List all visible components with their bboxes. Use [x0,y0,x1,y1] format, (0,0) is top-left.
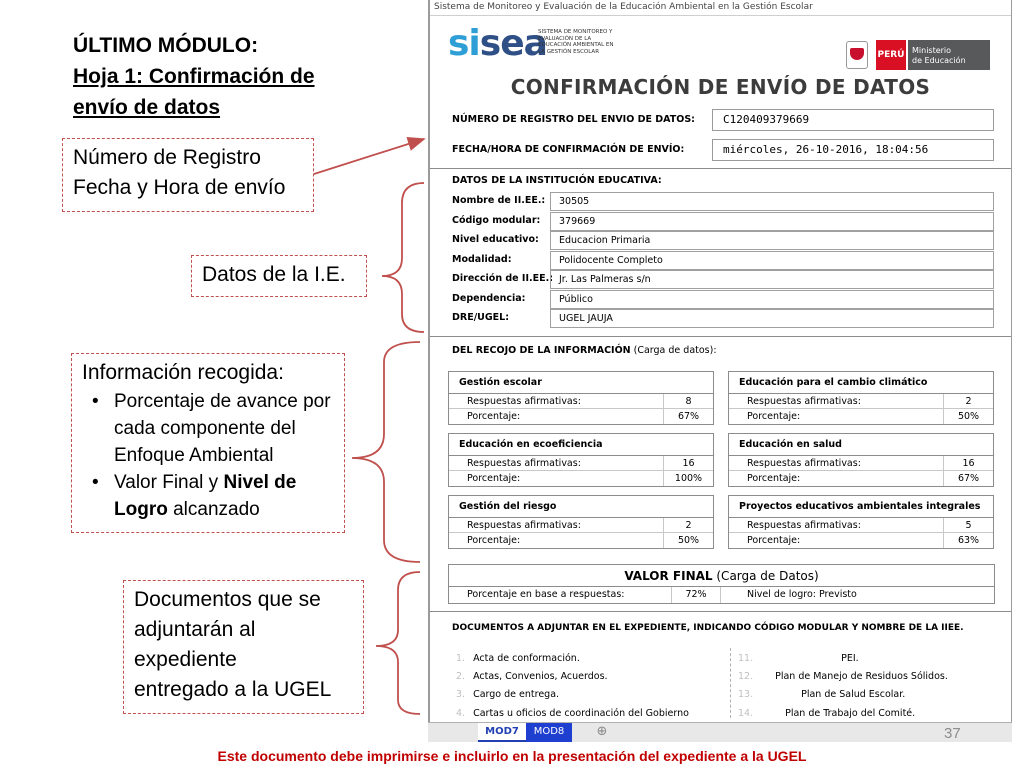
resp-value[interactable]: 8 [663,394,713,409]
component-box [448,495,714,549]
registro-label: NÚMERO DE REGISTRO DEL ENVIO DE DATOS: [452,114,695,125]
callout-info-list [82,388,334,523]
docs-column-divider [730,648,731,718]
ie-value[interactable]: UGEL JAUJA [550,309,994,328]
component-row [449,471,713,486]
valor-final-label: Porcentaje en base a respuestas: [467,589,625,600]
ie-label: DRE/UGEL: [452,312,510,323]
doc-item-right [738,671,988,682]
resp-label: Respuestas afirmativas: [467,458,581,469]
fecha-row [430,136,1011,164]
logo-word-a: si [448,23,480,64]
valor-final-title-norm: (Carga de Datos) [712,569,819,583]
peru-badge: PERÚ [876,40,906,70]
pct-label: Porcentaje: [467,411,521,422]
component-row [729,394,993,409]
valor-final-row [449,587,994,603]
doc-number: 11. [738,653,754,664]
pct-value[interactable]: 67% [943,471,993,486]
ie-row [430,211,1011,231]
doc-item-right [738,653,988,664]
page-number: 37 [944,725,961,742]
pct-value[interactable]: 63% [943,533,993,548]
section-divider [430,611,1012,612]
recojo-title-bold: DEL RECOJO DE LA INFORMACIÓN [452,344,631,356]
component-row [729,518,993,533]
component-name: Gestión escolar [449,372,713,394]
ministerio-line2: de Educación [912,56,966,65]
doc-item-right [738,708,988,719]
callout-info [71,353,345,533]
doc-number: 12. [738,671,754,682]
component-row [449,533,713,548]
ie-table [430,191,1011,328]
valor-final-title-bold: VALOR FINAL [624,569,713,583]
ie-row [430,308,1011,328]
component-row [449,518,713,533]
document-title: CONFIRMACIÓN DE ENVÍO DE DATOS [510,75,931,99]
ie-value[interactable]: Educacion Primaria [550,231,994,250]
callout-doc-line4: entregado a la UGEL [134,678,332,701]
callout-registro [62,138,314,212]
registro-row [430,106,1011,134]
callout-datos-ie [191,255,367,297]
resp-value[interactable]: 5 [943,518,993,533]
sisea-logo [448,24,547,64]
fecha-value[interactable]: miércoles, 26-10-2016, 18:04:56 [712,139,994,161]
ie-label: Código modular: [452,214,541,226]
doc-number: 2. [456,671,466,682]
ie-label: Nombre de II.EE.: [452,195,546,206]
logo-tagline: SISTEMA DE MONITOREO Y EVALUACIÓN DE LA EDUCACIÓN AMBIENTAL EN LA GESTIÓN ESCOLAR [538,29,614,55]
valor-final-title [449,565,994,587]
component-row [729,471,993,486]
ie-value[interactable]: Público [550,290,994,309]
component-box [728,495,994,549]
recojo-title-norm: (Carga de datos): [630,344,717,356]
resp-label: Respuestas afirmativas: [467,396,581,407]
callout-registro-line1: Número de Registro [73,146,261,169]
ministerio-line1: Ministerio [912,46,952,55]
doc-item-left [456,671,608,682]
ministerio-badge [908,40,990,70]
doc-text: Actas, Convenios, Acuerdos. [473,671,608,682]
ie-value[interactable]: 30505 [550,192,994,211]
pct-label: Porcentaje: [747,411,801,422]
valor-final-box [448,564,995,604]
bullet2-pre: Valor Final y [114,472,224,493]
component-box [728,371,994,425]
doc-text: Plan de Trabajo del Comité. [785,708,916,719]
ie-row [430,230,1011,250]
footer-note: Este documento debe imprimirse e incluirlo en la presentación del expediente a la UGEL [217,748,807,764]
doc-number: 13. [738,689,754,700]
doc-number: 14. [738,708,754,719]
component-row [729,533,993,548]
doc-text: Acta de conformación. [473,653,580,664]
doc-text: Cartas u oficios de coordinación del Gobierno [473,708,689,719]
callout-registro-line2: Fecha y Hora de envío [73,176,286,199]
component-box [448,371,714,425]
arrow-registro [314,139,424,174]
subtitle-line1: Hoja 1: Confirmación de [73,65,315,88]
tab-mod8[interactable]: MOD8 [526,723,572,742]
component-name: Educación en salud [729,434,993,456]
ie-row [430,289,1011,309]
resp-value[interactable]: 2 [943,394,993,409]
component-row [449,409,713,424]
pct-value[interactable]: 67% [663,409,713,424]
slide-title [73,30,373,123]
valor-final-value[interactable]: 72% [671,587,721,603]
ie-row [430,191,1011,211]
logo-word-b: sea [479,23,547,64]
resp-value[interactable]: 16 [943,456,993,471]
ie-value[interactable]: Jr. Las Palmeras s/n [550,270,994,289]
resp-label: Respuestas afirmativas: [467,520,581,531]
peru-shield-icon [846,41,868,69]
ie-section-title: DATOS DE LA INSTITUCIÓN EDUCATIVA: [452,175,662,186]
doc-text: Plan de Salud Escolar. [801,689,906,700]
component-row [449,394,713,409]
system-title-bar: Sistema de Monitoreo y Evaluación de la Educación Ambiental en la Gestión Escolar [430,0,1011,16]
resp-label: Respuestas afirmativas: [747,458,861,469]
pct-value[interactable]: 50% [943,409,993,424]
pct-value[interactable]: 100% [663,471,713,486]
header-banner [430,16,1011,68]
resp-value[interactable]: 2 [663,518,713,533]
sheet-tabs-bar [428,722,1012,742]
callout-doc-line3: expediente [134,648,237,671]
doc-number: 4. [456,708,466,719]
component-name: Gestión del riesgo [449,496,713,518]
resp-value[interactable]: 16 [663,456,713,471]
nivel-logro: Nivel de logro: Previsto [747,589,857,600]
callout-doc-line1: Documentos que se [134,588,321,611]
brace-datos-ie [382,183,424,332]
doc-text: PEI. [841,653,859,664]
bullet2-bold: Nivel de Logro [114,472,297,520]
pct-label: Porcentaje: [467,535,521,546]
ie-label: Modalidad: [452,253,512,265]
component-row [729,409,993,424]
ie-label: Dependencia: [452,292,526,304]
pct-label: Porcentaje: [747,535,801,546]
callout-documentos [123,580,364,714]
brace-info [352,342,420,562]
brace-documentos [376,572,420,714]
spreadsheet-view [428,0,1012,722]
callout-doc-line2: adjuntarán al [134,618,256,641]
docs-section-title: DOCUMENTOS A ADJUNTAR EN EL EXPEDIENTE, INDICANDO CÓDIGO MODULAR Y NOMBRE DE LA IIEE. [452,623,964,633]
fecha-label: FECHA/HORA DE CONFIRMACIÓN DE ENVÍO: [452,144,685,155]
ie-value[interactable]: Polidocente Completo [550,251,994,270]
doc-text: Plan de Manejo de Residuos Sólidos. [775,671,948,682]
ie-label: Dirección de II.EE.: [452,273,554,284]
component-box [448,433,714,487]
doc-item-right [738,689,988,700]
ie-label: Nivel educativo: [452,234,539,245]
component-name: Proyectos educativos ambientales integrales [729,496,993,518]
doc-text: Cargo de entrega. [473,689,560,700]
recojo-section-title [430,337,1011,359]
component-name: Educación para el cambio climático [729,372,993,394]
component-row [449,456,713,471]
ie-row [430,269,1011,289]
resp-label: Respuestas afirmativas: [747,396,861,407]
title-text: ÚLTIMO MÓDULO: [73,34,259,57]
doc-item-left [456,708,689,719]
add-sheet-icon[interactable]: ⊕ [596,724,608,739]
pct-label: Porcentaje: [747,473,801,484]
tab-mod7[interactable]: MOD7 [478,723,526,742]
doc-item-left [456,689,559,700]
component-box [728,433,994,487]
registro-value[interactable]: C120409379669 [712,109,994,131]
component-row [729,456,993,471]
callout-datos-ie-text: Datos de la I.E. [202,263,346,286]
callout-info-bullet2 [82,469,334,523]
component-name: Educación en ecoeficiencia [449,434,713,456]
ie-row [430,250,1011,270]
resp-label: Respuestas afirmativas: [747,520,861,531]
subtitle-line2: envío de datos [73,96,221,119]
doc-number: 1. [456,653,466,664]
bullet2-post: alcanzado [167,499,260,520]
ie-value[interactable]: 379669 [550,212,994,231]
doc-number: 3. [456,689,466,700]
callout-info-heading: Información recogida: [82,361,284,384]
pct-label: Porcentaje: [467,473,521,484]
pct-value[interactable]: 50% [663,533,713,548]
callout-info-bullet1: • Porcentaje de avance por cada componente del Enfoque Ambiental [82,388,334,469]
doc-item-left [456,653,580,664]
